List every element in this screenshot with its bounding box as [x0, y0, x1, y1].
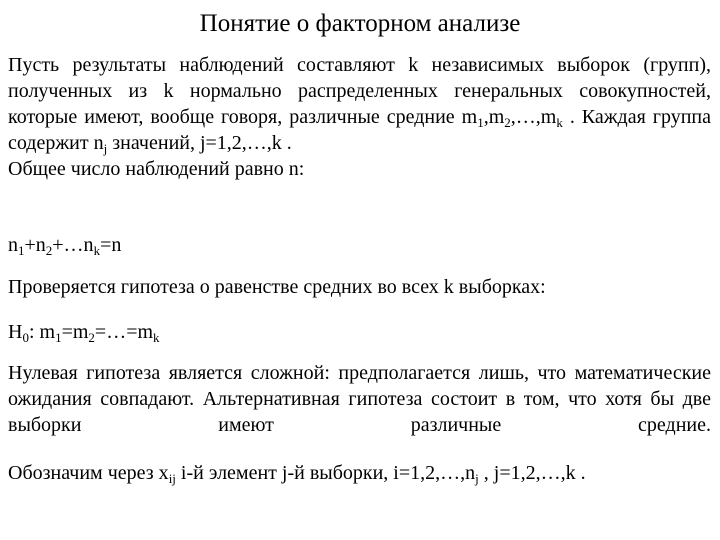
- subscript: j: [103, 141, 108, 156]
- null-hypothesis-formula: [8, 319, 711, 345]
- text-run: Пусть результаты наблюдений составляют k независимых выборок (групп), полученных из k нормально распределенных генеральных совокупностей, которые имеют, вообще говоря, различные средние m: [8, 54, 711, 128]
- subscript: 1: [55, 330, 62, 345]
- text-run: +…n: [52, 234, 94, 256]
- text-run: , j=1,2,…,k .: [478, 462, 586, 484]
- text-run: +n: [24, 234, 46, 256]
- subscript: 1: [477, 115, 484, 130]
- text-run: ,m: [483, 106, 505, 128]
- hypothesis-intro: Проверяется гипотеза о равенстве средних во всех k выборках:: [8, 276, 546, 298]
- subscript: 1: [18, 243, 25, 258]
- subscript: 0: [22, 330, 29, 345]
- subscript: ij: [168, 471, 176, 486]
- null-hypothesis-explanation: Нулевая гипотеза является сложной: предполагается лишь, что математические ожидания совпадают. Альтернативная гипотеза состоит в том, что хотя бы две выборки имеют различные средние.: [8, 362, 711, 436]
- text-run: ,…,m: [510, 106, 557, 128]
- text-run: H: [8, 321, 23, 343]
- paragraph-samples-description: [8, 52, 711, 208]
- subscript: 2: [504, 115, 511, 130]
- text-run: =m: [61, 321, 89, 343]
- subscript: k: [556, 115, 563, 130]
- text-run: =n: [100, 234, 122, 256]
- text-run: значений, j=1,2,…,k .: [107, 132, 292, 154]
- notation-line: [8, 460, 711, 486]
- subscript: k: [153, 330, 160, 345]
- text-run: =…=m: [94, 321, 154, 343]
- text-run: i-й элемент j-й выборки, i=1,2,…,n: [175, 462, 476, 484]
- text-run: . Каждая группа содержит n: [8, 106, 711, 154]
- subscript: j: [475, 471, 479, 486]
- subscript: k: [93, 243, 101, 258]
- subscript: 2: [45, 243, 53, 258]
- text-run: Обозначим через x: [8, 462, 169, 484]
- text-run: : m: [28, 321, 56, 343]
- subscript: 2: [88, 330, 95, 345]
- sum-formula: [8, 232, 711, 258]
- total-observations-line: Общее число наблюдений равно n:: [8, 158, 305, 180]
- slide-title: Понятие о факторном анализе: [199, 10, 521, 37]
- text-run: n: [8, 234, 18, 256]
